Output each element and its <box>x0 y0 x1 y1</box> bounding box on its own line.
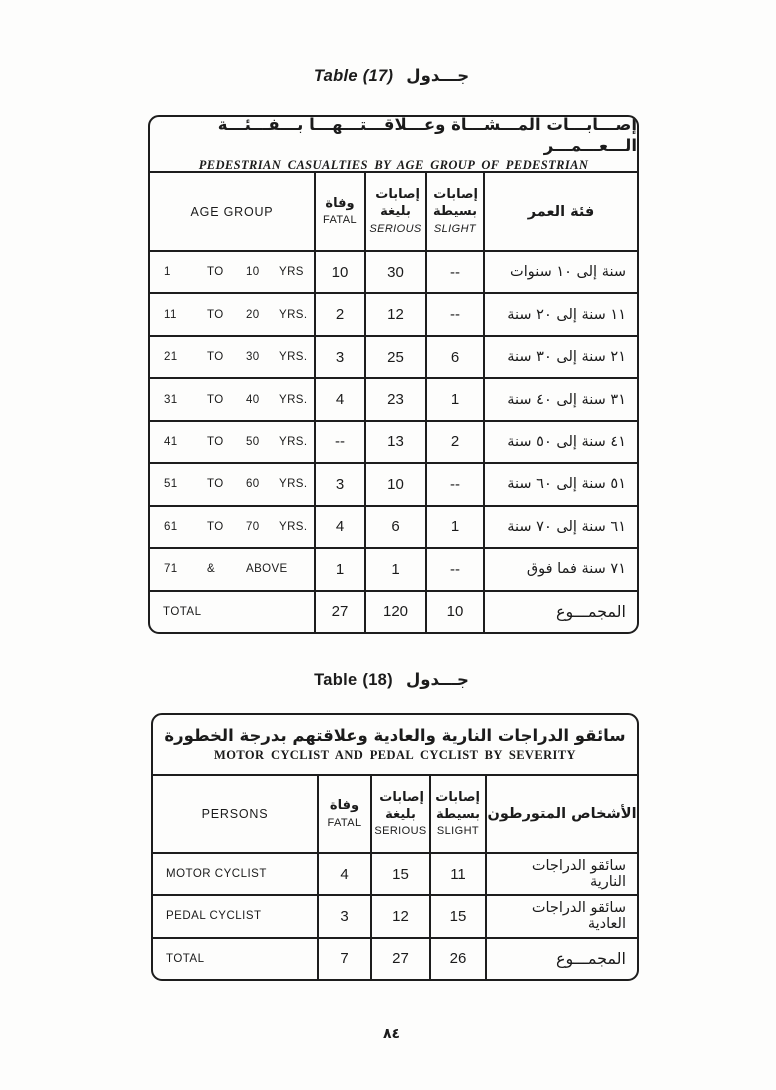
table-18-heading-arabic: جـــدول <box>405 670 469 689</box>
fatal-value: 1 <box>314 547 364 589</box>
header-serious-arabic-line2: بليغة <box>380 204 411 219</box>
table-18-title-block <box>153 715 637 774</box>
age-to-word: TO <box>207 266 224 279</box>
header-slight-arabic-line2: بسيطة <box>433 204 477 219</box>
table-18-total-label: TOTAL <box>153 937 317 979</box>
age-to: 70 <box>246 520 260 533</box>
slight-value: 15 <box>429 894 485 936</box>
slight-value: 11 <box>429 852 485 894</box>
table-18-total-arabic: المجمـــوع <box>485 937 637 979</box>
table-18-header-persons-arabic: الأشخاص المتورطون <box>485 774 637 852</box>
fatal-value: 4 <box>314 505 364 547</box>
serious-value: 30 <box>364 250 425 292</box>
header-serious-arabic-line1: إصابات <box>379 789 424 805</box>
age-to-word: TO <box>207 308 224 321</box>
table-18-heading <box>148 670 635 690</box>
fatal-value: 3 <box>317 894 370 936</box>
age-to-word: TO <box>207 520 224 533</box>
age-unit: YRS. <box>279 478 308 491</box>
fatal-value: 4 <box>317 852 370 894</box>
header-fatal-arabic: وفاة <box>325 195 355 211</box>
age-to: 60 <box>246 478 260 491</box>
header-slight-arabic-line2: بسيطة <box>436 806 480 822</box>
total-fatal-value: 27 <box>314 590 364 632</box>
slight-value: 1 <box>425 377 483 419</box>
age-from: 1 <box>164 266 171 279</box>
age-range-arabic: سنة إلى ١٠ سنوات <box>483 250 637 292</box>
age-to-word: TO <box>207 351 224 364</box>
age-unit: YRS. <box>279 351 308 364</box>
persons-arabic: سائقو الدراجات النارية <box>485 852 637 894</box>
age-range-arabic: ١١ سنة إلى ٢٠ سنة <box>483 292 637 334</box>
fatal-value: 2 <box>314 292 364 334</box>
header-fatal-english: FATAL <box>323 214 357 227</box>
fatal-value: 10 <box>314 250 364 292</box>
total-serious-value: 27 <box>370 937 429 979</box>
age-to-word: TO <box>207 435 224 448</box>
slight-value: 6 <box>425 335 483 377</box>
table-row-age-range <box>150 462 314 504</box>
table-row-age-range <box>150 420 314 462</box>
table-17-title-block <box>150 117 637 171</box>
table-17-heading-english: Table (17) <box>313 67 394 85</box>
persons-arabic: سائقو الدراجات العادية <box>485 894 637 936</box>
serious-value: 13 <box>364 420 425 462</box>
age-to: ABOVE <box>246 563 288 576</box>
age-unit: YRS <box>279 266 304 279</box>
age-to-word: & <box>207 563 216 576</box>
age-to: 10 <box>246 266 260 279</box>
age-to: 40 <box>246 393 260 406</box>
slight-value: -- <box>425 250 483 292</box>
table-17-header-fatal <box>314 171 364 250</box>
serious-value: 1 <box>364 547 425 589</box>
table-row-age-range <box>150 505 314 547</box>
age-unit: YRS. <box>279 308 308 321</box>
header-serious-arabic-line2: بليغة <box>385 806 416 822</box>
table-18-title-english: MOTOR CYCLIST AND PEDAL CYCLIST BY SEVERITY <box>214 747 576 762</box>
header-fatal-english: FATAL <box>327 816 362 829</box>
slight-value: 1 <box>425 505 483 547</box>
age-range-arabic: ٧١ سنة فما فوق <box>483 547 637 589</box>
header-slight-english: SLIGHT <box>433 222 477 235</box>
table-17-heading <box>148 66 635 86</box>
table-17-total-arabic: المجمـــوع <box>483 590 637 632</box>
table-17-header-slight <box>425 171 483 250</box>
age-from: 41 <box>164 435 178 448</box>
age-range-arabic: ٥١ سنة إلى ٦٠ سنة <box>483 462 637 504</box>
table-18-cyclists-by-severity <box>151 713 639 981</box>
table-row-age-range <box>150 377 314 419</box>
fatal-value: -- <box>314 420 364 462</box>
table-17-header-serious <box>364 171 425 250</box>
serious-value: 23 <box>364 377 425 419</box>
table-row-age-range <box>150 292 314 334</box>
slight-value: 2 <box>425 420 483 462</box>
age-from: 61 <box>164 520 178 533</box>
age-to: 20 <box>246 308 260 321</box>
table-18-title-arabic: سائقو الدراجات النارية والعادية وعلاقتهم بدرجة الخطورة <box>164 726 626 746</box>
persons-cell: MOTOR CYCLIST <box>153 852 317 894</box>
table-18-header-slight <box>429 774 485 852</box>
serious-value: 10 <box>364 462 425 504</box>
table-row-age-range <box>150 335 314 377</box>
age-range-arabic: ٤١ سنة إلى ٥٠ سنة <box>483 420 637 462</box>
age-to-word: TO <box>207 478 224 491</box>
slight-value: -- <box>425 547 483 589</box>
serious-value: 12 <box>370 894 429 936</box>
age-unit: YRS. <box>279 520 308 533</box>
persons-cell: PEDAL CYCLIST <box>153 894 317 936</box>
header-slight-english: SLIGHT <box>436 825 480 838</box>
slight-value: -- <box>425 292 483 334</box>
header-fatal-arabic: وفاة <box>329 798 360 814</box>
age-to: 30 <box>246 351 260 364</box>
header-slight-arabic-line1: إصابات <box>435 789 480 805</box>
header-serious-arabic-line1: إصابات <box>375 187 420 203</box>
age-from: 31 <box>164 393 178 406</box>
table-17-header-age-group: AGE GROUP <box>150 171 314 250</box>
age-from: 51 <box>164 478 178 491</box>
age-from: 11 <box>164 308 177 321</box>
age-range-arabic: ٣١ سنة إلى ٤٠ سنة <box>483 377 637 419</box>
age-unit: YRS. <box>279 393 308 406</box>
age-from: 21 <box>164 351 178 364</box>
age-from: 71 <box>164 563 178 576</box>
table-18-heading-english: Table (18) <box>314 671 393 689</box>
fatal-value: 4 <box>314 377 364 419</box>
table-17-heading-arabic: جـــدول <box>406 66 470 85</box>
table-17-title-arabic: إصـــابـــات المـــشـــاة وعـــلاقـــتـــهـــا بـــفـــئـــة الـــعـــمـــر <box>217 115 637 155</box>
total-serious-value: 120 <box>364 590 425 632</box>
page-number: ٨٤ <box>382 1026 401 1042</box>
table-17-pedestrian-casualties <box>148 115 639 634</box>
table-18-header-serious <box>370 774 429 852</box>
table-17-total-label: TOTAL <box>150 590 314 632</box>
age-to: 50 <box>246 435 260 448</box>
age-unit: YRS. <box>279 435 308 448</box>
age-range-arabic: ٢١ سنة إلى ٣٠ سنة <box>483 335 637 377</box>
table-17-title-english: PEDESTRIAN CASUALTIES BY AGE GROUP OF PEDESTRIAN <box>198 157 589 172</box>
total-slight-value: 26 <box>429 937 485 979</box>
table-18-header-persons: PERSONS <box>153 774 317 852</box>
table-row-age-range <box>150 250 314 292</box>
table-row-age-range <box>150 547 314 589</box>
header-serious-english: SERIOUS <box>374 825 427 838</box>
serious-value: 15 <box>370 852 429 894</box>
table-17-header-age-category-arabic: فئة العمر <box>483 171 637 250</box>
age-range-arabic: ٦١ سنة إلى ٧٠ سنة <box>483 505 637 547</box>
table-18-header-fatal <box>317 774 370 852</box>
fatal-value: 3 <box>314 335 364 377</box>
age-to-word: TO <box>207 393 224 406</box>
header-slight-arabic-line1: إصابات <box>433 187 478 203</box>
serious-value: 12 <box>364 292 425 334</box>
serious-value: 6 <box>364 505 425 547</box>
slight-value: -- <box>425 462 483 504</box>
total-slight-value: 10 <box>425 590 483 632</box>
total-fatal-value: 7 <box>317 937 370 979</box>
fatal-value: 3 <box>314 462 364 504</box>
header-serious-english: SERIOUS <box>369 222 422 235</box>
serious-value: 25 <box>364 335 425 377</box>
